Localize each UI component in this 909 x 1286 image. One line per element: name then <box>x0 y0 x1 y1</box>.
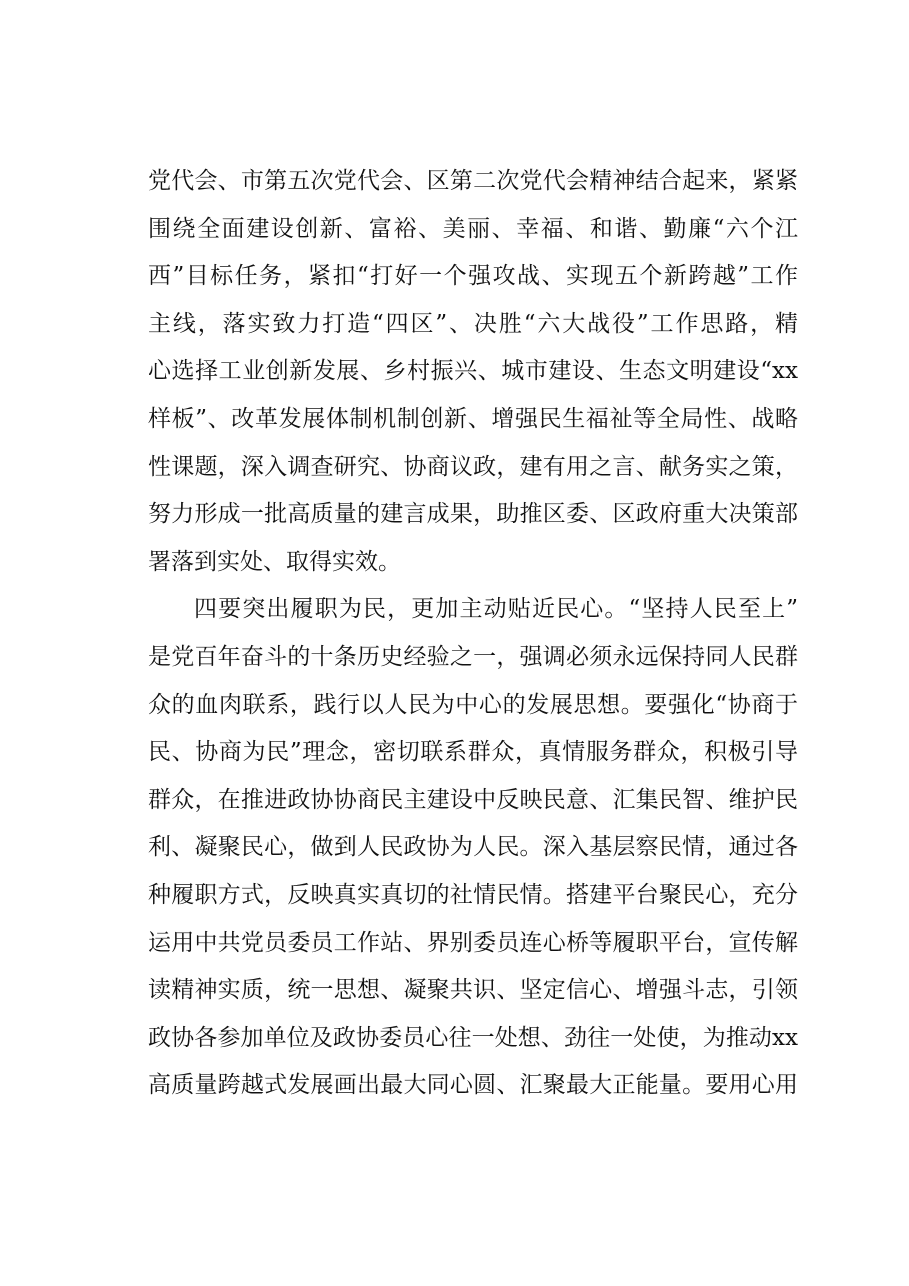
body-text <box>148 158 798 1110</box>
paragraph <box>148 586 798 1110</box>
text-line: 是党百年奋斗的十条历史经验之一，强调必须永远保持同人民群 <box>148 643 798 670</box>
text-line: 西”目标任务，紧扣“打好一个强攻战、实现五个新跨越”工作 <box>148 263 798 290</box>
text-line: 性课题，深入调查研究、协商议政，建有用之言、献务实之策， <box>148 453 798 480</box>
text-line-last: 署落到实处、取得实效。 <box>148 548 401 575</box>
text-line: 心选择工业创新发展、乡村振兴、城市建设、生态文明建设“xx <box>148 358 798 385</box>
text-line: 高质量跨越式发展画出最大同心圆、汇聚最大正能量。要用心用 <box>148 1072 798 1099</box>
text-line: 利、凝聚民心，做到人民政协为人民。深入基层察民情，通过各 <box>148 834 798 861</box>
text-line: 众的血肉联系，践行以人民为中心的发展思想。要强化“协商于 <box>148 691 798 718</box>
text-line: 民、协商为民”理念，密切联系群众，真情服务群众，积极引导 <box>148 739 798 766</box>
text-line: 种履职方式，反映真实真切的社情民情。搭建平台聚民心，充分 <box>148 881 798 908</box>
text-line: 努力形成一批高质量的建言成果，助推区委、区政府重大决策部 <box>148 501 798 528</box>
text-line: 群众，在推进政协协商民主建设中反映民意、汇集民智、维护民 <box>148 786 798 813</box>
text-line: 运用中共党员委员工作站、界别委员连心桥等履职平台，宣传解 <box>148 929 798 956</box>
text-line: 样板”、改革发展体制机制创新、增强民生福祉等全局性、战略 <box>148 405 798 432</box>
text-line-first: 四要突出履职为民，更加主动贴近民心。“坚持人民至上” <box>194 596 798 623</box>
text-line: 围绕全面建设创新、富裕、美丽、幸福、和谐、勤廉“六个江 <box>148 215 798 242</box>
paragraph <box>148 158 798 586</box>
text-line: 党代会、市第五次党代会、区第二次党代会精神结合起来，紧紧 <box>148 168 798 194</box>
text-line: 主线，落实致力打造“四区”、决胜“六大战役”工作思路，精 <box>148 310 798 337</box>
text-line: 读精神实质，统一思想、凝聚共识、坚定信心、增强斗志，引领 <box>148 977 798 1004</box>
text-line: 政协各参加单位及政协委员心往一处想、劲往一处使，为推动xx <box>148 1024 798 1051</box>
